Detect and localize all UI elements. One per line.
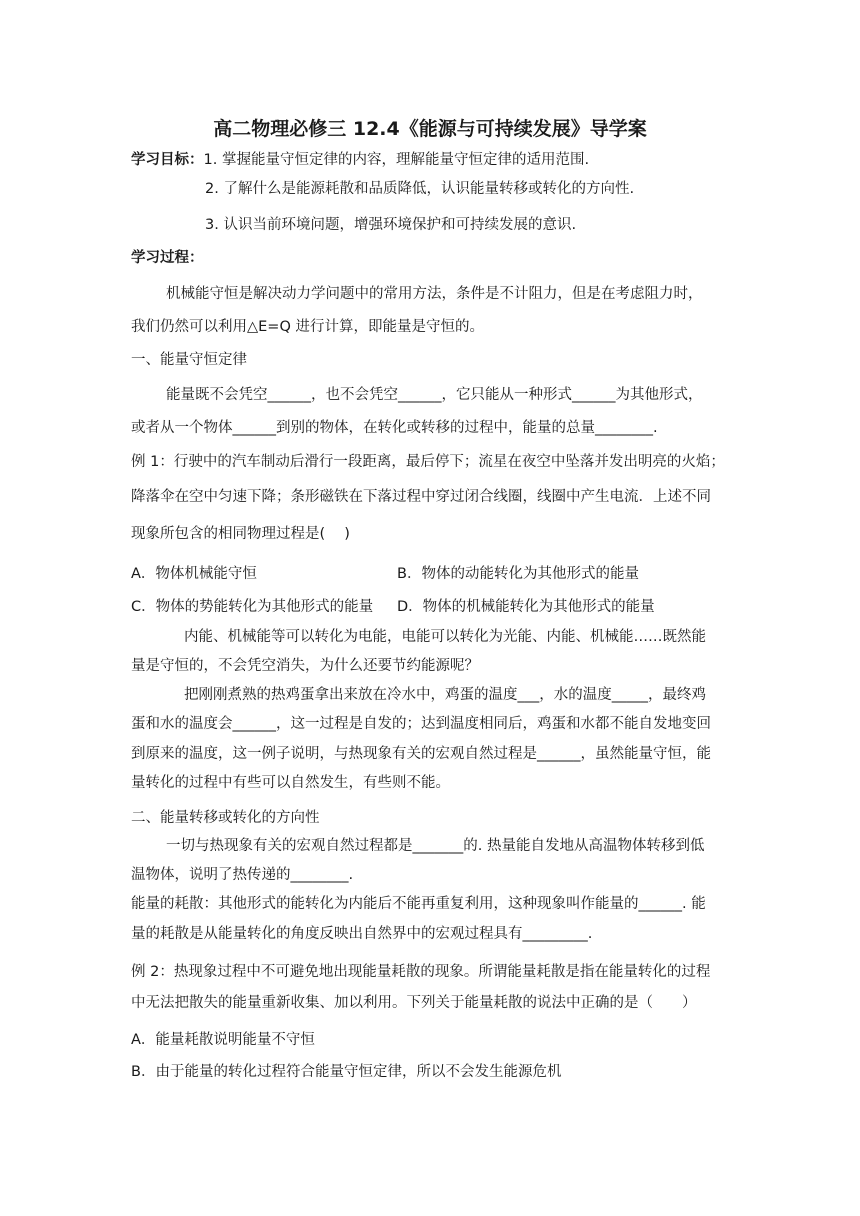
section1-para-line-1: 能量既不会凭空______，也不会凭空______，它只能从一种形式______为其他形式， bbox=[166, 387, 703, 403]
section2-para-line-1: 一切与热现象有关的宏观自然过程都是_______的. 热量能自发地从高温物体转移到低 bbox=[166, 838, 705, 854]
egg-para-line-1: 把刚刚煮熟的热鸡蛋拿出来放在冷水中，鸡蛋的温度___，水的温度_____，最终鸡 bbox=[184, 687, 706, 703]
egg-para-line-4: 量转化的过程中有些可以自然发生，有些则不能。 bbox=[131, 775, 450, 791]
objective-item-3: 3. 认识当前环境问题，增强环境保护和可持续发展的意识. bbox=[205, 217, 577, 233]
example2-line-1: 例 2：热现象过程中不可避免地出现能量耗散的现象。所谓能量耗散是指在能量转化的过程 bbox=[131, 964, 711, 980]
example1-line-1: 例 1：行驶中的汽车制动后滑行一段距离，最后停下；流星在夜空中坠落并发出明亮的火焰； bbox=[131, 454, 725, 470]
section1-para-line-2: 或者从一个物体______到别的物体，在转化或转移的过程中，能量的总量________. bbox=[131, 420, 658, 436]
egg-para-line-3: 到原来的温度，这一例子说明，与热现象有关的宏观自然过程是______，虽然能量守恒，能 bbox=[131, 746, 711, 762]
energy-para-line-1: 内能、机械能等可以转化为电能，电能可以转化为光能、内能、机械能……既然能 bbox=[184, 629, 706, 645]
example1-line-3: 现象所包含的相同物理过程是( ) bbox=[131, 526, 350, 542]
example2-option-a: A．能量耗散说明能量不守恒 bbox=[131, 1032, 315, 1048]
example1-option-b: B．物体的动能转化为其他形式的能量 bbox=[397, 566, 639, 582]
dissipation-line-2: 量的耗散是从能量转化的角度反映出自然界中的宏观过程具有_________. bbox=[131, 926, 593, 942]
intro-line-2: 我们仍然可以利用△E=Q 进行计算，即能量是守恒的。 bbox=[131, 319, 484, 335]
example1-option-c: C．物体的势能转化为其他形式的能量 bbox=[131, 599, 374, 615]
section2-para-line-2: 温物体，说明了热传递的________. bbox=[131, 867, 354, 883]
dissipation-line-1: 能量的耗散：其他形式的能转化为内能后不能再重复利用，这种现象叫作能量的______. 能 bbox=[131, 896, 706, 912]
example1-option-d: D．物体的机械能转化为其他形式的能量 bbox=[397, 599, 655, 615]
section1-heading: 一、能量守恒定律 bbox=[131, 352, 247, 368]
intro-line-1: 机械能守恒是解决动力学问题中的常用方法，条件是不计阻力，但是在考虑阻力时， bbox=[166, 286, 703, 302]
process-label: 学习过程： bbox=[131, 250, 204, 266]
objectives-row bbox=[131, 150, 589, 170]
example2-option-b: B．由于能量的转化过程符合能量守恒定律，所以不会发生能源危机 bbox=[131, 1064, 562, 1080]
example1-line-2: 降落伞在空中匀速下降；条形磁铁在下落过程中穿过闭合线圈，线圈中产生电流．上述不同 bbox=[131, 489, 711, 505]
objective-item-1: 1. 掌握能量守恒定律的内容，理解能量守恒定律的适用范围. bbox=[203, 152, 590, 168]
egg-para-line-2: 蛋和水的温度会______，这一过程是自发的；达到温度相同后，鸡蛋和水都不能自发地变回 bbox=[131, 716, 711, 732]
page-title: 高二物理必修三 12.4《能源与可持续发展》导学案 bbox=[213, 118, 647, 140]
section2-heading: 二、能量转移或转化的方向性 bbox=[131, 810, 320, 826]
energy-para-line-2: 量是守恒的，不会凭空消失，为什么还要节约能源呢？ bbox=[131, 658, 479, 674]
example1-option-a: A．物体机械能守恒 bbox=[131, 566, 257, 582]
example2-line-2: 中无法把散失的能量重新收集、加以利用。下列关于能量耗散的说法中正确的是（ ） bbox=[131, 995, 697, 1011]
objective-item-2: 2. 了解什么是能源耗散和品质降低，认识能量转移或转化的方向性. bbox=[205, 181, 635, 197]
objectives-label: 学习目标： bbox=[131, 152, 204, 168]
